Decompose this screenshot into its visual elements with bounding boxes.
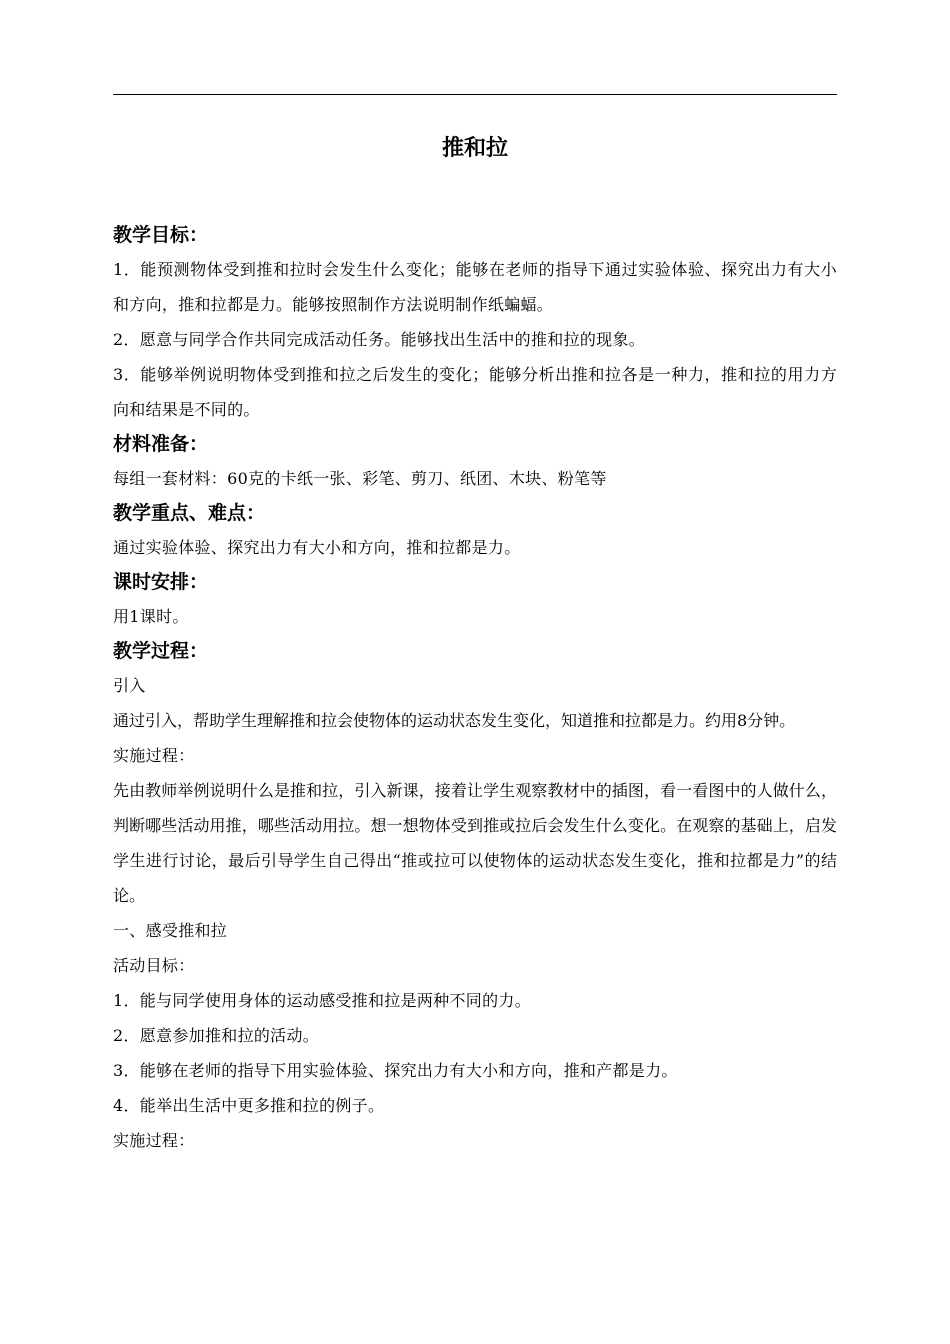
intro-label: 引入 — [113, 676, 146, 695]
goal-item-1: 1．能预测物体受到推和拉时会发生什么变化；能够在老师的指导下通过实验体验、探究出力有大小和方向，推和拉都是力。能够按照制作方法说明制作纸蝙蝠。 — [113, 260, 837, 314]
heading-schedule: 课时安排： — [113, 571, 209, 593]
goal-item-2: 2．愿意与同学合作共同完成活动任务。能够找出生活中的推和拉的现象。 — [113, 330, 646, 349]
implementation-label: 实施过程： — [113, 746, 195, 765]
activity-goal-4: 4．能举出生活中更多推和拉的例子。 — [113, 1096, 385, 1115]
header-rule — [113, 94, 837, 95]
heading-materials: 材料准备： — [113, 433, 209, 455]
key-points-text: 通过实验体验、探究出力有大小和方向，推和拉都是力。 — [113, 538, 521, 557]
activity-goal-3: 3．能够在老师的指导下用实验体验、探究出力有大小和方向，推和产都是力。 — [113, 1061, 678, 1080]
activity-goals-label: 活动目标： — [113, 956, 195, 975]
heading-process: 教学过程： — [113, 640, 209, 662]
schedule-text: 用1课时。 — [113, 607, 189, 626]
materials-text: 每组一套材料：60克的卡纸一张、彩笔、剪刀、纸团、木块、粉笔等 — [113, 469, 607, 488]
part-one-title: 一、感受推和拉 — [113, 921, 228, 940]
activity-goal-1: 1．能与同学使用身体的运动感受推和拉是两种不同的力。 — [113, 991, 531, 1010]
heading-teaching-goals: 教学目标： — [113, 224, 209, 246]
goal-item-3: 3．能够举例说明物体受到推和拉之后发生的变化；能够分析出推和拉各是一种力，推和拉的用力方向和结果是不同的。 — [113, 365, 837, 419]
document-body — [113, 218, 837, 1158]
intro-text: 通过引入，帮助学生理解推和拉会使物体的运动状态发生变化，知道推和拉都是力。约用8分钟。 — [113, 711, 796, 730]
implementation-label-2: 实施过程： — [113, 1131, 195, 1150]
activity-goal-2: 2．愿意参加推和拉的活动。 — [113, 1026, 320, 1045]
document-title: 推和拉 — [441, 136, 508, 161]
heading-key-points: 教学重点、难点： — [113, 502, 266, 524]
implementation-text: 先由教师举例说明什么是推和拉，引入新课，接着让学生观察教材中的插图，看一看图中的人做什么，判断哪些活动用推，哪些活动用拉。想一想物体受到推或拉后会发生什么变化。在观察的基础上，启发学生进行讨论，最后引导学生自己得出“推或拉可以使物体的运动状态发生变化，推和拉都是力”的结论。 — [113, 781, 837, 905]
